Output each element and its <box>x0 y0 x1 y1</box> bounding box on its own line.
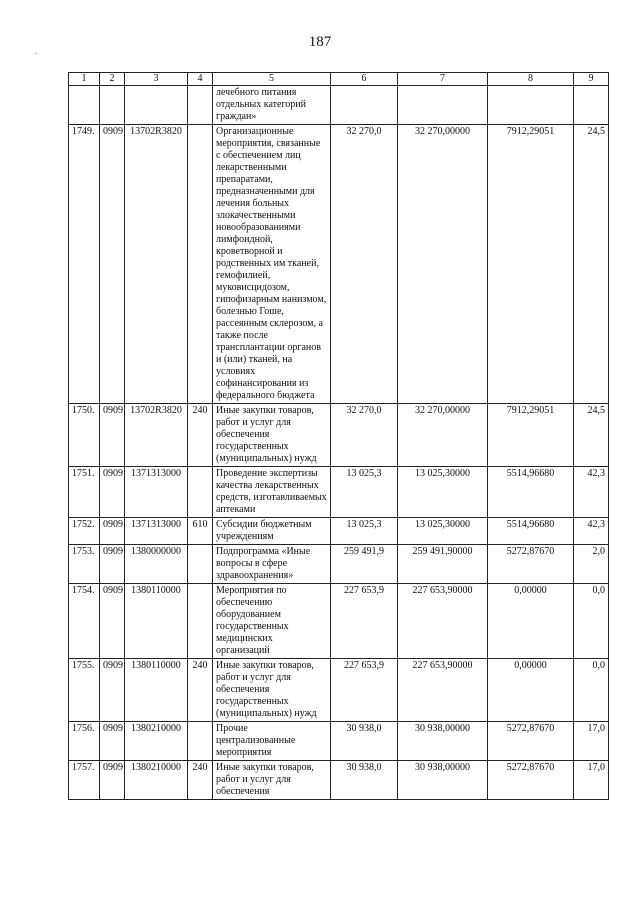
value-col-7: 227 653,90000 <box>398 659 488 722</box>
continuation-cell <box>331 86 398 125</box>
header-col-3: 3 <box>125 73 188 86</box>
header-col-8: 8 <box>488 73 574 86</box>
item-name: Организационные мероприятия, связанные с обеспечением лиц лекарственными препаратами, предназначенными для лечения больных злокачественными новообразованиями лимфоидной, кроветворной и родственных им тканей, гемофилией, муковисцидозом, гипофизарным нанизмом, болезнью Гоше, рассеянным склерозом, а также после трансплантации органов и (или) тканей, на условиях софинансирования из федерального бюджета <box>213 125 331 404</box>
row-number: 1749. <box>69 125 100 404</box>
row-number: 1752. <box>69 518 100 545</box>
continuation-cell <box>125 86 188 125</box>
value-col-9: 24,5 <box>574 404 609 467</box>
section-code: 0909 <box>100 584 125 659</box>
section-code: 0909 <box>100 125 125 404</box>
value-col-9: 0,0 <box>574 659 609 722</box>
value-col-7: 13 025,30000 <box>398 467 488 518</box>
table-row <box>69 659 609 722</box>
continuation-cell <box>100 86 125 125</box>
value-col-6: 30 938,0 <box>331 722 398 761</box>
target-article-code: 1371313000 <box>125 467 188 518</box>
table-row <box>69 722 609 761</box>
expense-type-code: 240 <box>188 659 213 722</box>
item-name: Подпрограмма «Иные вопросы в сфере здравоохранения» <box>213 545 331 584</box>
expense-type-code <box>188 125 213 404</box>
header-col-2: 2 <box>100 73 125 86</box>
continuation-cell <box>188 86 213 125</box>
continuation-cell <box>69 86 100 125</box>
expense-type-code <box>188 545 213 584</box>
header-col-7: 7 <box>398 73 488 86</box>
target-article-code: 13702R3820 <box>125 404 188 467</box>
table-body <box>69 86 609 800</box>
budget-table <box>68 72 609 800</box>
expense-type-code: 240 <box>188 761 213 800</box>
table-row <box>69 404 609 467</box>
item-name: Проведение экспертизы качества лекарственных средств, изготавливаемых аптеками <box>213 467 331 518</box>
continuation-cell <box>574 86 609 125</box>
value-col-6: 13 025,3 <box>331 518 398 545</box>
value-col-9: 24,5 <box>574 125 609 404</box>
section-code: 0909 <box>100 467 125 518</box>
continuation-cell <box>488 86 574 125</box>
target-article-code: 1371313000 <box>125 518 188 545</box>
expense-type-code <box>188 467 213 518</box>
row-number: 1755. <box>69 659 100 722</box>
target-article-code: 1380210000 <box>125 761 188 800</box>
row-number: 1751. <box>69 467 100 518</box>
value-col-6: 227 653,9 <box>331 659 398 722</box>
value-col-8: 7912,29051 <box>488 125 574 404</box>
value-col-9: 42,3 <box>574 467 609 518</box>
target-article-code: 1380110000 <box>125 584 188 659</box>
value-col-8: 5272,87670 <box>488 722 574 761</box>
item-name: Субсидии бюджетным учреждениям <box>213 518 331 545</box>
value-col-8: 0,00000 <box>488 584 574 659</box>
value-col-9: 17,0 <box>574 761 609 800</box>
target-article-code: 1380110000 <box>125 659 188 722</box>
target-article-code: 13702R3820 <box>125 125 188 404</box>
value-col-8: 5514,96680 <box>488 467 574 518</box>
value-col-9: 42,3 <box>574 518 609 545</box>
table-row <box>69 125 609 404</box>
header-col-9: 9 <box>574 73 609 86</box>
target-article-code: 1380000000 <box>125 545 188 584</box>
header-row <box>69 73 609 86</box>
item-name: Прочие централизованные мероприятия <box>213 722 331 761</box>
continuation-row <box>69 86 609 125</box>
value-col-8: 5272,87670 <box>488 545 574 584</box>
item-name: Мероприятия по обеспечению оборудованием государственных медицинских организаций <box>213 584 331 659</box>
value-col-7: 227 653,90000 <box>398 584 488 659</box>
section-code: 0909 <box>100 404 125 467</box>
expense-type-code <box>188 584 213 659</box>
item-name: Иные закупки товаров, работ и услуг для обеспечения <box>213 761 331 800</box>
value-col-9: 17,0 <box>574 722 609 761</box>
row-number: 1750. <box>69 404 100 467</box>
page-number: 187 <box>308 34 332 50</box>
value-col-9: 0,0 <box>574 584 609 659</box>
section-code: 0909 <box>100 659 125 722</box>
header-col-4: 4 <box>188 73 213 86</box>
table-row <box>69 545 609 584</box>
value-col-6: 32 270,0 <box>331 404 398 467</box>
continuation-cell <box>398 86 488 125</box>
value-col-6: 32 270,0 <box>331 125 398 404</box>
value-col-6: 13 025,3 <box>331 467 398 518</box>
row-number: 1756. <box>69 722 100 761</box>
value-col-8: 0,00000 <box>488 659 574 722</box>
expense-type-code: 610 <box>188 518 213 545</box>
section-code: 0909 <box>100 761 125 800</box>
item-name: Иные закупки товаров, работ и услуг для обеспечения государственных (муниципальных) нужд <box>213 404 331 467</box>
row-number: 1757. <box>69 761 100 800</box>
table-row <box>69 467 609 518</box>
expense-type-code <box>188 722 213 761</box>
value-col-8: 7912,29051 <box>488 404 574 467</box>
value-col-7: 259 491,90000 <box>398 545 488 584</box>
value-col-7: 30 938,00000 <box>398 722 488 761</box>
row-number: 1754. <box>69 584 100 659</box>
value-col-7: 13 025,30000 <box>398 518 488 545</box>
value-col-6: 259 491,9 <box>331 545 398 584</box>
value-col-8: 5514,96680 <box>488 518 574 545</box>
section-code: 0909 <box>100 722 125 761</box>
table-row <box>69 584 609 659</box>
value-col-7: 32 270,00000 <box>398 125 488 404</box>
table-header <box>69 73 609 86</box>
header-col-6: 6 <box>331 73 398 86</box>
continuation-name: лечебного питания отдельных категорий граждан» <box>213 86 331 125</box>
table-row <box>69 761 609 800</box>
table-row <box>69 518 609 545</box>
section-code: 0909 <box>100 545 125 584</box>
section-code: 0909 <box>100 518 125 545</box>
value-col-6: 30 938,0 <box>331 761 398 800</box>
target-article-code: 1380210000 <box>125 722 188 761</box>
page-mark: . <box>35 46 38 56</box>
value-col-9: 2,0 <box>574 545 609 584</box>
header-col-1: 1 <box>69 73 100 86</box>
value-col-8: 5272,87670 <box>488 761 574 800</box>
row-number: 1753. <box>69 545 100 584</box>
value-col-7: 30 938,00000 <box>398 761 488 800</box>
header-col-5: 5 <box>213 73 331 86</box>
value-col-6: 227 653,9 <box>331 584 398 659</box>
expense-type-code: 240 <box>188 404 213 467</box>
item-name: Иные закупки товаров, работ и услуг для обеспечения государственных (муниципальных) нужд <box>213 659 331 722</box>
value-col-7: 32 270,00000 <box>398 404 488 467</box>
